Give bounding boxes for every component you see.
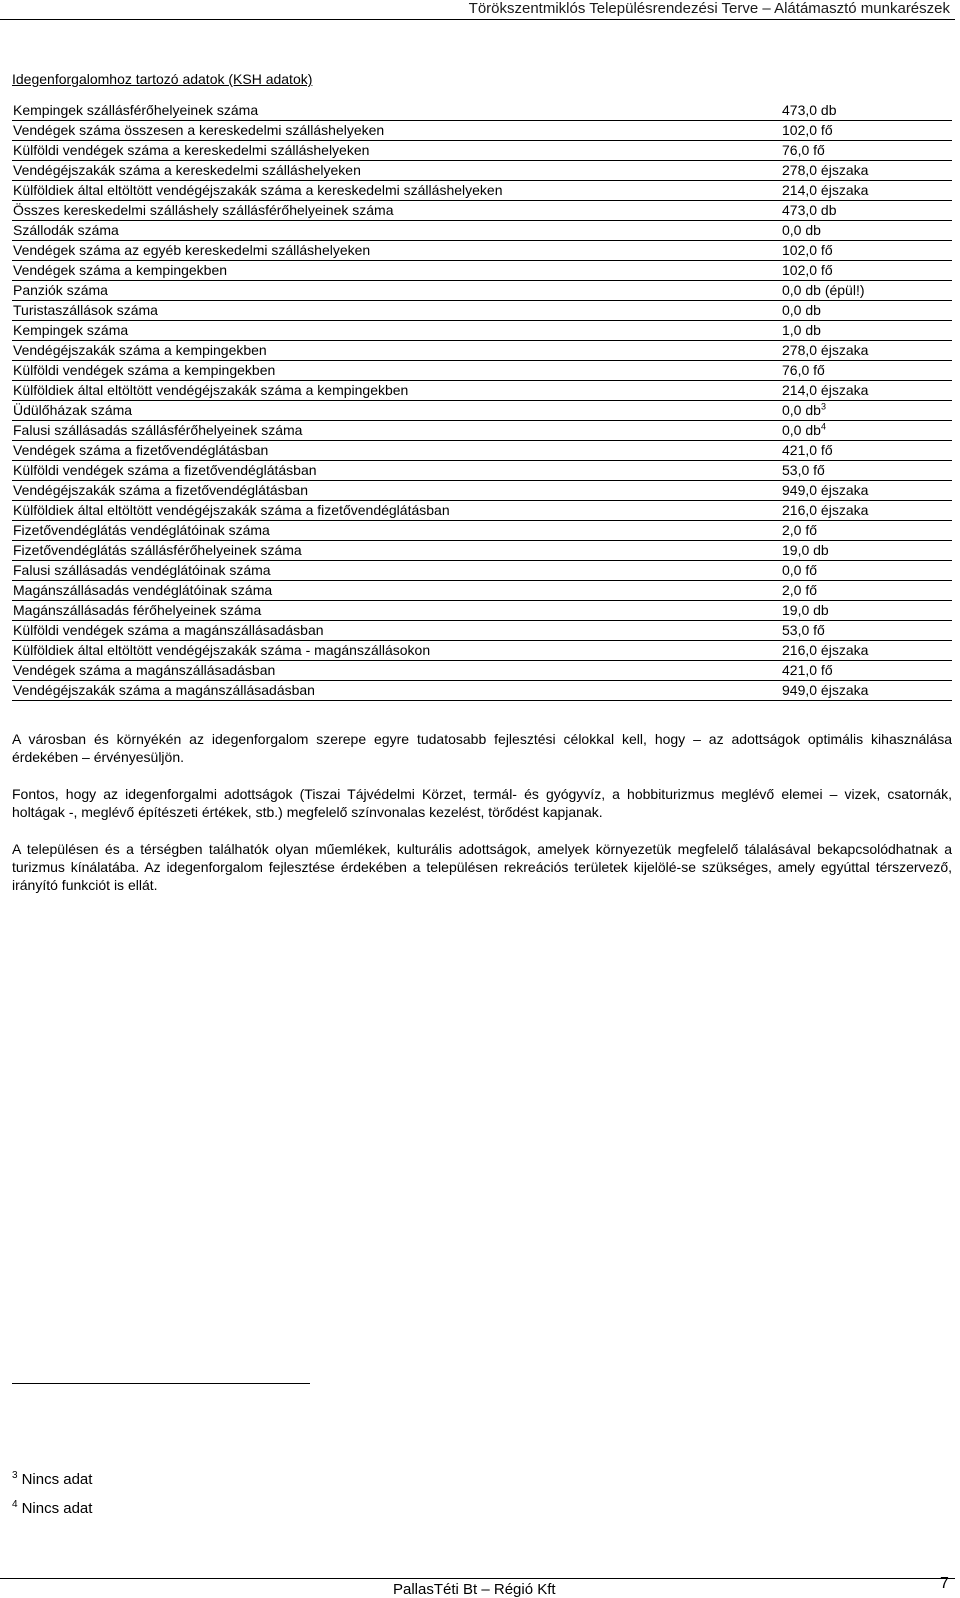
table-row — [12, 301, 952, 321]
table-row — [12, 201, 952, 221]
row-value-text: 214,0 éjszaka — [782, 182, 869, 198]
row-value-text: 0,0 db (épül!) — [782, 282, 865, 298]
paragraph: A településen és a térségben találhatók olyan műemlékek, kulturális adottságok, amelyek környezetük megfelelő tálalásával bekapcsolódhatnak a turizmus kínálatába. Az idegenforgalom fejlesztése érdekében a településen rekreációs területek kijelölé-se szükséges, amely egyúttal térszervező, irányító funkciót is ellát. — [12, 841, 952, 893]
row-value-text: 2,0 fő — [782, 522, 818, 538]
row-value-text: 949,0 éjszaka — [782, 682, 869, 698]
row-value — [782, 581, 952, 601]
row-value — [782, 321, 952, 341]
row-value-text: 0,0 db — [782, 422, 821, 438]
row-value — [782, 441, 952, 461]
table-row — [12, 641, 952, 661]
row-value — [782, 661, 952, 681]
table-row — [12, 441, 952, 461]
row-label: Falusi szállásadás vendéglátóinak száma — [12, 561, 782, 581]
row-value — [782, 121, 952, 141]
row-value-text: 0,0 db — [782, 402, 821, 418]
paragraph: Fontos, hogy az idegenforgalmi adottságok (Tiszai Tájvédelmi Körzet, termál- és gyógyvíz, a hobbiturizmus meglévő elemei – vizek, csatornák, holtágak -, meglévő építészeti értékek, stb.) megfelelő színvonalas kezelést, törődést kapjanak. — [12, 786, 952, 820]
table-row — [12, 521, 952, 541]
footnote-ref: 4 — [820, 421, 826, 432]
row-value-text: 53,0 fő — [782, 622, 825, 638]
row-value-text: 0,0 db — [782, 222, 821, 238]
row-value — [782, 401, 952, 421]
row-value-text: 216,0 éjszaka — [782, 502, 869, 518]
row-label: Vendégek száma összesen a kereskedelmi szálláshelyeken — [12, 121, 782, 141]
row-value — [782, 541, 952, 561]
row-label: Külföldi vendégek száma a kereskedelmi szálláshelyeken — [12, 141, 782, 161]
row-value-text: 2,0 fő — [782, 582, 818, 598]
row-label: Kempingek szállásférőhelyeinek száma — [12, 101, 782, 121]
row-value-text: 102,0 fő — [782, 262, 833, 278]
row-label: Összes kereskedelmi szálláshely szállásférőhelyeinek száma — [12, 201, 782, 221]
row-value-text: 421,0 fő — [782, 442, 833, 458]
row-label: Külföldiek által eltöltött vendégéjszakák száma a kempingekben — [12, 381, 782, 401]
row-value — [782, 161, 952, 181]
footnote-text: Nincs adat — [21, 1471, 93, 1488]
row-value — [782, 461, 952, 481]
footnote — [12, 1463, 92, 1492]
row-value — [782, 341, 952, 361]
row-value — [782, 621, 952, 641]
row-value-text: 1,0 db — [782, 322, 821, 338]
row-value-text: 473,0 db — [782, 102, 837, 118]
row-label: Vendégek száma az egyéb kereskedelmi szálláshelyeken — [12, 241, 782, 261]
table-row — [12, 281, 952, 301]
row-label: Üdülőházak száma — [12, 401, 782, 421]
row-label: Vendégéjszakák száma a kereskedelmi szálláshelyeken — [12, 161, 782, 181]
row-value-text: 19,0 db — [782, 602, 829, 618]
row-label: Panziók száma — [12, 281, 782, 301]
row-value-text: 421,0 fő — [782, 662, 833, 678]
table-row — [12, 221, 952, 241]
table-row — [12, 661, 952, 681]
table-row — [12, 601, 952, 621]
table-row — [12, 481, 952, 501]
table-row — [12, 461, 952, 481]
row-label: Külföldi vendégek száma a kempingekben — [12, 361, 782, 381]
row-label: Vendégéjszakák száma a kempingekben — [12, 341, 782, 361]
row-label: Magánszállásadás vendéglátóinak száma — [12, 581, 782, 601]
table-row — [12, 581, 952, 601]
footnote-text: Nincs adat — [21, 1500, 93, 1517]
footer-text: PallasTéti Bt – Régió Kft — [393, 1581, 556, 1598]
footnote-number: 3 — [12, 1470, 18, 1481]
table-row — [12, 101, 952, 121]
table-row — [12, 361, 952, 381]
row-value-text: 53,0 fő — [782, 462, 825, 478]
row-label: Kempingek száma — [12, 321, 782, 341]
row-label: Külföldi vendégek száma a magánszállásadásban — [12, 621, 782, 641]
row-value — [782, 601, 952, 621]
row-value — [782, 361, 952, 381]
row-value — [782, 141, 952, 161]
row-label: Vendégek száma a magánszállásadásban — [12, 661, 782, 681]
row-value — [782, 181, 952, 201]
table-row — [12, 341, 952, 361]
row-value-text: 0,0 fő — [782, 562, 818, 578]
paragraph: A városban és környékén az idegenforgalom szerepe egyre tudatosabb fejlesztési célokkal kell, hogy – az adottságok optimális kihasználása érdekében – érvényesüljön. — [12, 731, 952, 765]
row-value-text: 216,0 éjszaka — [782, 642, 869, 658]
row-value — [782, 641, 952, 661]
table-row — [12, 681, 952, 701]
tourism-data-table — [12, 101, 952, 701]
table-row — [12, 621, 952, 641]
section-title: Idegenforgalomhoz tartozó adatok (KSH adatok) — [12, 71, 313, 87]
row-value-text: 102,0 fő — [782, 122, 833, 138]
row-value-text: 278,0 éjszaka — [782, 162, 869, 178]
table-row — [12, 381, 952, 401]
table-row — [12, 261, 952, 281]
table-row — [12, 541, 952, 561]
footer-rule — [0, 1578, 955, 1579]
table-row — [12, 321, 952, 341]
body-text — [12, 730, 952, 913]
row-value — [782, 241, 952, 261]
table-row — [12, 181, 952, 201]
row-label: Szállodák száma — [12, 221, 782, 241]
row-value — [782, 421, 952, 441]
row-label: Vendégéjszakák száma a fizetővendéglátásban — [12, 481, 782, 501]
row-label: Külföldiek által eltöltött vendégéjszakák száma - magánszállásokon — [12, 641, 782, 661]
running-header: Törökszentmiklós Településrendezési Terve – Alátámasztó munkarészek — [468, 0, 950, 17]
row-value — [782, 501, 952, 521]
row-value — [782, 521, 952, 541]
row-value — [782, 201, 952, 221]
table-row — [12, 141, 952, 161]
row-label: Vendégéjszakák száma a magánszállásadásban — [12, 681, 782, 701]
footnotes — [12, 1463, 92, 1521]
row-label: Külföldiek által eltöltött vendégéjszakák száma a fizetővendéglátásban — [12, 501, 782, 521]
row-value-text: 76,0 fő — [782, 362, 825, 378]
row-label: Turistaszállások száma — [12, 301, 782, 321]
footnote — [12, 1492, 92, 1521]
row-label: Fizetővendéglátás vendéglátóinak száma — [12, 521, 782, 541]
table-row — [12, 401, 952, 421]
row-value — [782, 301, 952, 321]
row-value-text: 214,0 éjszaka — [782, 382, 869, 398]
table-row — [12, 561, 952, 581]
row-value-text: 102,0 fő — [782, 242, 833, 258]
row-value — [782, 101, 952, 121]
row-label: Magánszállásadás férőhelyeinek száma — [12, 601, 782, 621]
row-value-text: 278,0 éjszaka — [782, 342, 869, 358]
page-number: 7 — [940, 1575, 949, 1592]
header-rule — [0, 19, 955, 20]
row-value-text: 473,0 db — [782, 202, 837, 218]
footnote-ref: 3 — [820, 401, 826, 412]
row-value-text: 19,0 db — [782, 542, 829, 558]
row-label: Fizetővendéglátás szállásférőhelyeinek száma — [12, 541, 782, 561]
footnote-separator — [12, 1383, 310, 1384]
table-row — [12, 421, 952, 441]
table-row — [12, 121, 952, 141]
row-value — [782, 261, 952, 281]
row-label: Vendégek száma a kempingekben — [12, 261, 782, 281]
row-value — [782, 561, 952, 581]
row-value — [782, 681, 952, 701]
row-value-text: 0,0 db — [782, 302, 821, 318]
row-label: Külföldiek által eltöltött vendégéjszakák száma a kereskedelmi szálláshelyeken — [12, 181, 782, 201]
footnote-number: 4 — [12, 1499, 18, 1510]
row-value — [782, 281, 952, 301]
table-row — [12, 161, 952, 181]
table-row — [12, 501, 952, 521]
row-label: Külföldi vendégek száma a fizetővendéglátásban — [12, 461, 782, 481]
row-value-text: 76,0 fő — [782, 142, 825, 158]
table-row — [12, 241, 952, 261]
row-label: Falusi szállásadás szállásférőhelyeinek száma — [12, 421, 782, 441]
row-value — [782, 221, 952, 241]
row-label: Vendégek száma a fizetővendéglátásban — [12, 441, 782, 461]
row-value — [782, 381, 952, 401]
row-value-text: 949,0 éjszaka — [782, 482, 869, 498]
row-value — [782, 481, 952, 501]
